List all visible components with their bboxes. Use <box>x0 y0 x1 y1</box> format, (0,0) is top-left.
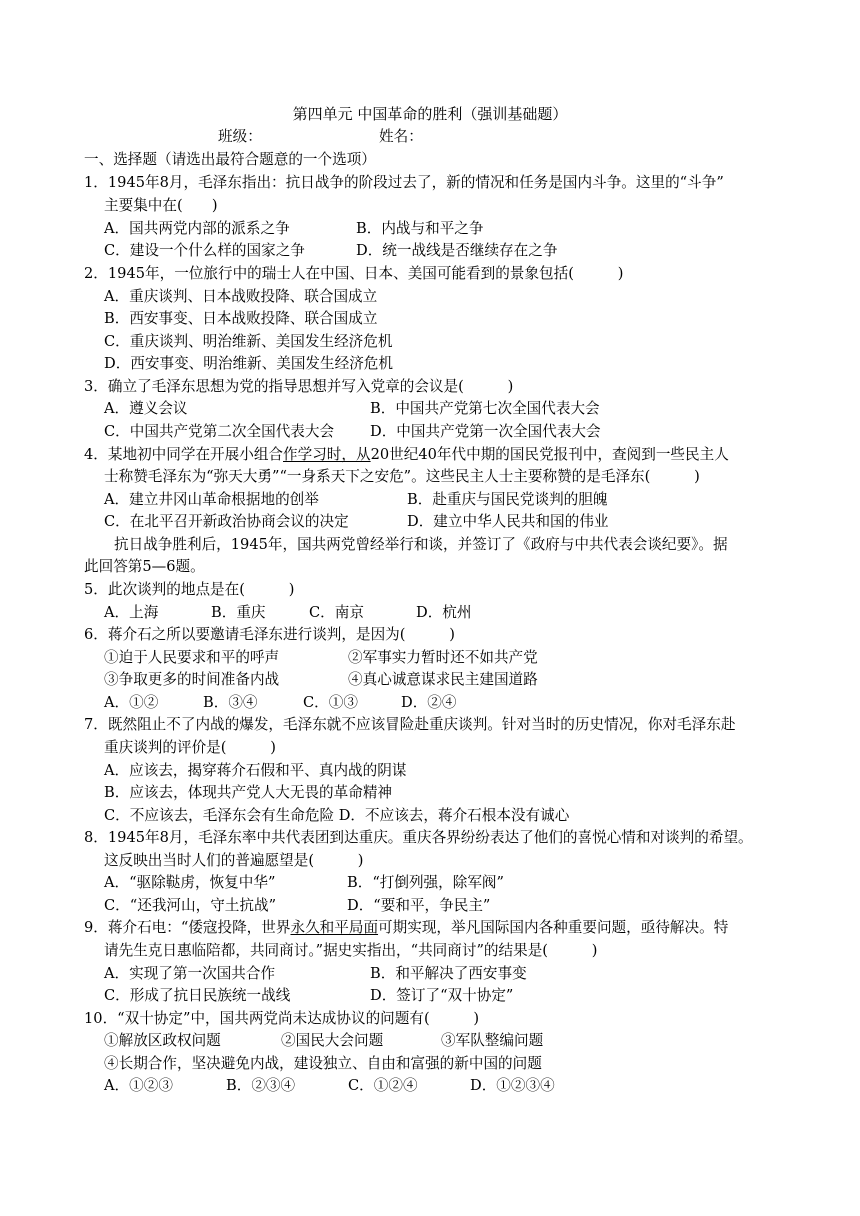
q4-option-c: C．在北平召开新政治协商会议的决定 <box>104 513 349 530</box>
material-line1: 抗日战争胜利后，1945年，国共两党曾经举行和谈，并签订了《政府与中共代表会谈纪要》。据 <box>114 536 728 553</box>
q6-stem: 6．蒋介石之所以要邀请毛泽东进行谈判，是因为( ) <box>84 626 455 643</box>
q1-option-c: C．建设一个什么样的国家之争 <box>104 242 305 259</box>
q9-stem-line1 <box>84 918 728 938</box>
q10-statement-4: ④长期合作，坚决避免内战，建设独立、自由和富强的新中国的问题 <box>104 1055 542 1072</box>
q10-option-d: D．①②③④ <box>470 1077 555 1094</box>
q1-stem-line2: 主要集中在( ) <box>104 197 218 214</box>
q10-statement-3: ③军队整编问题 <box>441 1032 544 1049</box>
q6-option-c: C．①③ <box>303 694 358 711</box>
q10-stem: 10．“双十协定”中，国共两党尚未达成协议的问题有( ) <box>84 1010 480 1027</box>
q6-option-a: A．①② <box>104 694 159 711</box>
class-label: 班级： <box>218 128 262 145</box>
q7-option-b: B．应该去，体现共产党人大无畏的革命精神 <box>104 784 393 801</box>
page-title: 第四单元 中国革命的胜利（强训基础题） <box>292 105 568 123</box>
q10-option-c: C．①②④ <box>348 1077 418 1094</box>
q9-option-a: A．实现了第一次国共合作 <box>104 965 276 982</box>
q9-option-b: B．和平解决了西安事变 <box>370 965 527 982</box>
q5-option-c: C．南京 <box>309 604 364 621</box>
q8-option-a: A．“驱除鞑虏，恢复中华” <box>104 874 276 891</box>
q10-option-a: A．①②③ <box>104 1077 173 1094</box>
q10-option-b: B．②③④ <box>226 1077 296 1094</box>
q4-stem-underlined: 作学习时，从 <box>283 446 371 463</box>
q3-stem: 3．确立了毛泽东思想为党的指导思想并写入党章的会议是( ) <box>84 378 514 395</box>
q6-statement-4: ④真心诚意谋求民主建国道路 <box>348 671 538 688</box>
q1-option-a: A．国共两党内部的派系之争 <box>104 220 290 237</box>
q7-stem-line1: 7．既然阻止不了内战的爆发，毛泽东就不应该冒险赴重庆谈判。针对当时的历史情况，你对毛泽东赴 <box>84 716 736 733</box>
q5-option-a: A．上海 <box>104 604 159 621</box>
q2-option-d: D．西安事变、明治维新、美国发生经济危机 <box>104 355 393 372</box>
q9-stem-underlined: 永久和平局面 <box>290 919 379 936</box>
q8-stem-line2: 这反映出当时人们的普遍愿望是( ) <box>104 852 364 869</box>
q2-option-c: C．重庆谈判、明治维新、美国发生经济危机 <box>104 333 393 350</box>
q5-stem: 5．此次谈判的地点是在( ) <box>84 581 295 598</box>
q7-option-a: A．应该去，揭穿蒋介石假和平、真内战的阴谋 <box>104 762 407 779</box>
q6-option-b: B．③④ <box>203 694 258 711</box>
q6-option-d: D．②④ <box>401 694 457 711</box>
q2-stem: 2．1945年，一位旅行中的瑞士人在中国、日本、美国可能看到的景象包括( ) <box>84 265 624 282</box>
q7-option-cd: C．不应该去，毛泽东会有生命危险 D．不应该去，蒋介石根本没有诚心 <box>104 807 570 824</box>
q6-statement-3: ③争取更多的时间准备内战 <box>104 671 280 688</box>
q4-stem-line2: 士称赞毛泽东为“弥天大勇”“一身系天下之安危”。这些民主人士主要称赞的是毛泽东( ) <box>104 468 700 485</box>
q9-option-c: C．形成了抗日民族统一战线 <box>104 987 291 1004</box>
q10-statement-2: ②国民大会问题 <box>281 1032 384 1049</box>
q4-stem-part-b: 20世纪40年代中期的国民党报刊中，查阅到一些民主人 <box>370 446 729 463</box>
q4-stem-line1 <box>84 445 729 465</box>
name-label: 姓名： <box>379 128 423 145</box>
q7-stem-line2: 重庆谈判的评价是( ) <box>104 739 276 756</box>
q1-option-d: D．统一战线是否继续存在之争 <box>356 242 558 259</box>
section-heading: 一、选择题（请选出最符合题意的一个选项） <box>84 151 376 168</box>
q9-option-d: D．签订了“双十协定” <box>370 987 514 1004</box>
q8-stem-line1: 8．1945年8月，毛泽东率中共代表团到达重庆。重庆各界纷纷表达了他们的喜悦心情和对谈判的希望。 <box>84 829 753 846</box>
q8-option-d: D．“要和平，争民主” <box>347 897 491 914</box>
q9-stem-line2: 请先生克日惠临陪都，共同商讨。”据史实指出，“共同商讨”的结果是( ) <box>104 942 598 959</box>
material-line2: 此回答第5—6题。 <box>84 558 205 575</box>
q3-option-a: A．遵义会议 <box>104 400 188 417</box>
q1-option-b: B．内战与和平之争 <box>356 220 484 237</box>
q4-option-b: B．赴重庆与国民党谈判的胆魄 <box>407 491 608 508</box>
q4-stem-part-a: 4．某地初中同学在开展小组合 <box>84 446 284 463</box>
q4-option-d: D．建立中华人民共和国的伟业 <box>407 513 609 530</box>
q9-stem-part-a: 9．蒋介石电：“倭寇投降，世界 <box>84 919 291 936</box>
q4-option-a: A．建立井冈山革命根据地的创举 <box>104 491 319 508</box>
q9-stem-part-b: 可期实现，举凡国际国内各种重要问题，亟待解决。特 <box>378 919 729 936</box>
q8-option-c: C．“还我河山，守土抗战” <box>104 897 277 914</box>
q3-option-c: C．中国共产党第二次全国代表大会 <box>104 423 335 440</box>
q10-statement-1: ①解放区政权问题 <box>104 1032 221 1049</box>
q2-option-b: B．西安事变、日本战败投降、联合国成立 <box>104 310 378 327</box>
q1-stem-line1: 1．1945年8月，毛泽东指出：抗日战争的阶段过去了，新的情况和任务是国内斗争。这里的“斗争” <box>84 174 724 191</box>
q5-option-d: D．杭州 <box>416 604 472 621</box>
q6-statement-2: ②军事实力暂时还不如共产党 <box>348 649 538 666</box>
q8-option-b: B．“打倒列强，除军阀” <box>347 874 504 891</box>
q5-option-b: B．重庆 <box>211 604 266 621</box>
q2-option-a: A．重庆谈判、日本战败投降、联合国成立 <box>104 288 378 305</box>
q3-option-b: B．中国共产党第七次全国代表大会 <box>370 400 600 417</box>
q6-statement-1: ①迫于人民要求和平的呼声 <box>104 649 280 666</box>
q3-option-d: D．中国共产党第一次全国代表大会 <box>370 423 601 440</box>
